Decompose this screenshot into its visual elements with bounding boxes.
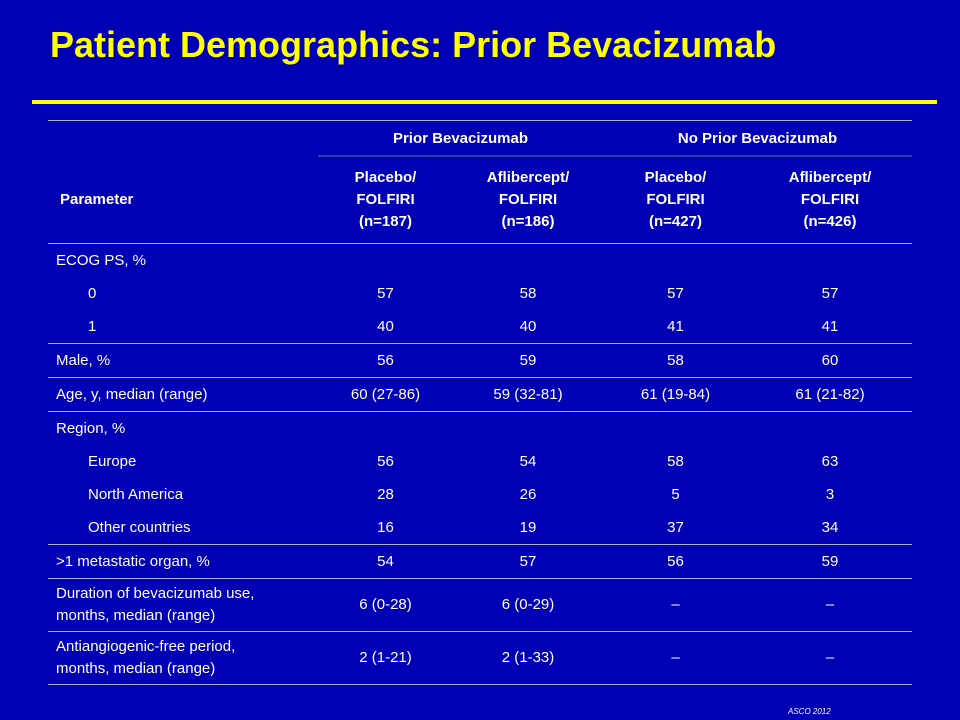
table-row: [48, 344, 912, 378]
table-cell: 60: [748, 344, 912, 378]
table-cell: 16: [318, 511, 453, 545]
table-cell: 59: [748, 545, 912, 579]
table-cell: 57: [821, 285, 839, 302]
table-cell: 56: [377, 453, 394, 470]
table-row: [48, 277, 912, 310]
row-label: Europe: [88, 453, 137, 470]
row-label: North America: [88, 486, 184, 503]
row-label: >1 metastatic organ, %: [48, 545, 318, 579]
table-cell: [748, 244, 912, 278]
table-cell: –: [603, 579, 748, 632]
slide-title: Patient Demographics: Prior Bevacizumab: [50, 24, 777, 65]
group-header-row: [48, 121, 912, 157]
table-cell: 2 (1-21): [318, 632, 453, 685]
row-label: ECOG PS, %: [56, 252, 147, 269]
demographics-table: [48, 120, 912, 685]
table-cell: 58: [603, 344, 748, 378]
row-label: 0: [88, 285, 97, 302]
table-row: [48, 310, 912, 344]
row-label: Duration of bevacizumab use, months, median (range): [48, 579, 318, 632]
table-cell: 19: [453, 511, 603, 545]
table-row: [48, 244, 912, 278]
table-cell: 6 (0-28): [318, 579, 453, 632]
table-row: [48, 412, 912, 446]
table-cell: 54: [519, 453, 537, 470]
table-cell: [453, 244, 603, 278]
table-cell: –: [603, 632, 748, 685]
table-row: [48, 445, 912, 478]
table-row: [48, 478, 912, 511]
group-header-prior: Prior Bevacizumab: [318, 121, 603, 157]
title-underline: [32, 100, 937, 104]
table-cell: 60 (27-86): [318, 378, 453, 412]
row-label: Antiangiogenic-free period, months, median (range): [48, 632, 318, 685]
table-cell: [748, 412, 912, 446]
table-cell: 63: [821, 453, 839, 470]
row-label: Other countries: [48, 511, 318, 545]
table-cell: 28: [377, 486, 394, 503]
table-row: [48, 511, 912, 545]
row-label: Region, %: [56, 420, 126, 437]
table-cell: 56: [318, 344, 453, 378]
table-cell: –: [748, 632, 912, 685]
table-cell: 61 (19-84): [603, 378, 748, 412]
table-cell: 34: [748, 511, 912, 545]
table-cell: 59: [453, 344, 603, 378]
table-cell: [453, 412, 603, 446]
table-cell: 26: [519, 486, 537, 503]
parameter-header: Parameter: [48, 156, 318, 244]
table-row: [48, 579, 912, 632]
table-cell: [603, 412, 748, 446]
table-cell: 41: [748, 310, 912, 344]
table-cell: 61 (21-82): [748, 378, 912, 412]
column-header-placebo-prior: Placebo/ FOLFIRI (n=187): [318, 156, 453, 244]
table-row: [48, 545, 912, 579]
table-cell: 40: [318, 310, 453, 344]
table-cell: 37: [603, 511, 748, 545]
table-cell: 56: [603, 545, 748, 579]
empty-header-cell: [48, 121, 318, 157]
table-cell: 40: [453, 310, 603, 344]
table-cell: [318, 244, 453, 278]
column-header-aflibercept-no-prior: Aflibercept/ FOLFIRI (n=426): [748, 156, 912, 244]
row-label: Male, %: [48, 344, 318, 378]
footer-citation: ASCO 2012: [788, 707, 831, 716]
table-cell: [318, 412, 453, 446]
table-cell: 3: [825, 486, 835, 503]
table-cell: 41: [603, 310, 748, 344]
table-cell: 5: [671, 486, 680, 503]
table-cell: 54: [318, 545, 453, 579]
table-cell: 58: [667, 453, 684, 470]
table-cell: 57: [377, 285, 394, 302]
table-cell: 59 (32-81): [453, 378, 603, 412]
table-cell: 57: [667, 285, 684, 302]
table-row: [48, 632, 912, 685]
group-header-no-prior: No Prior Bevacizumab: [603, 121, 912, 157]
row-label: Age, y, median (range): [48, 378, 318, 412]
table-cell: 57: [453, 545, 603, 579]
table-cell: –: [748, 579, 912, 632]
table-cell: [603, 244, 748, 278]
column-header-row: [48, 156, 912, 244]
table-cell: 58: [519, 285, 537, 302]
table-cell: 2 (1-33): [453, 632, 603, 685]
table-row: [48, 378, 912, 412]
table-cell: 6 (0-29): [453, 579, 603, 632]
column-header-placebo-no-prior: Placebo/ FOLFIRI (n=427): [603, 156, 748, 244]
column-header-aflibercept-prior: Aflibercept/ FOLFIRI (n=186): [453, 156, 603, 244]
row-label: 1: [48, 310, 318, 344]
